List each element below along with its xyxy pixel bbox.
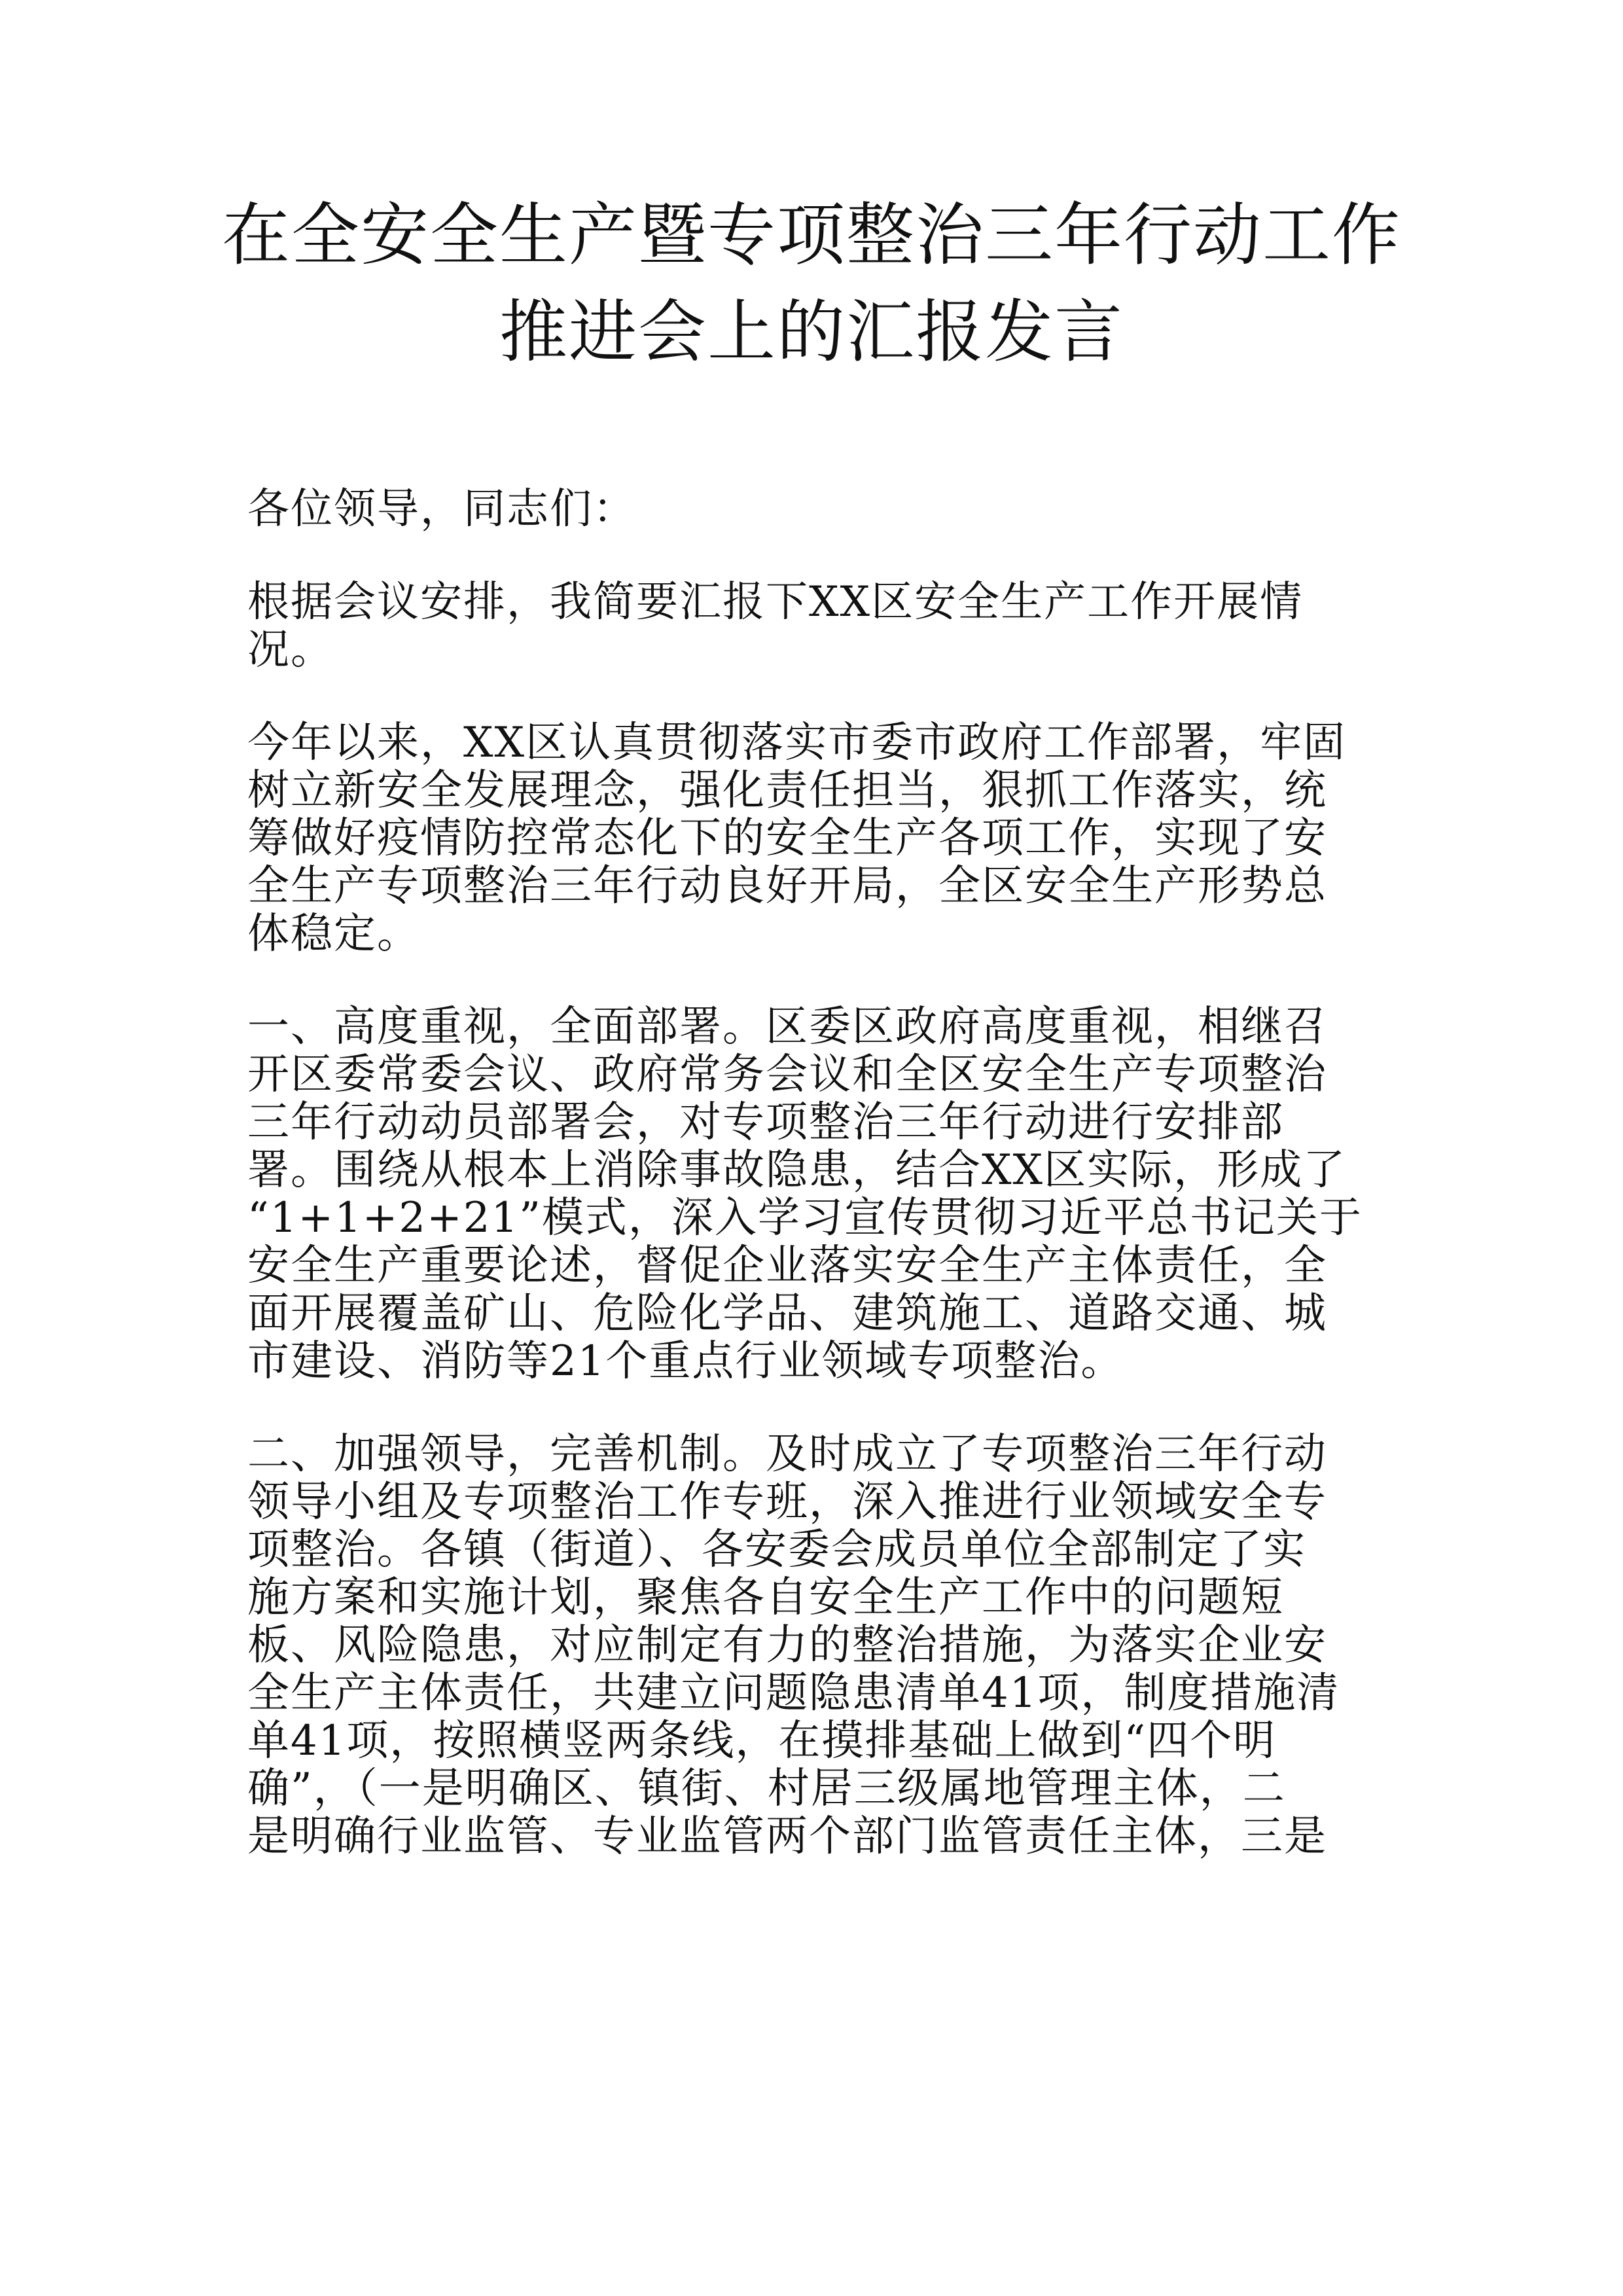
- text-line: 全生产主体责任，共建立问题隐患清单41项，制度措施清: [247, 1669, 1340, 1717]
- text-line: 各位领导，同志们：: [247, 485, 636, 533]
- paragraph-intro: [247, 579, 1347, 674]
- text-line: 筹做好疫情防控常态化下的安全生产各项工作，实现了安: [247, 814, 1327, 863]
- text-line: 今年以来，XX区认真贯彻落实市委市政府工作部署，牢固: [247, 719, 1347, 767]
- text-line: 单41项，按照横竖两条线，在摸排基础上做到“四个明: [247, 1717, 1277, 1765]
- text-line: 二、加强领导，完善机制。及时成立了专项整治三年行动: [247, 1430, 1327, 1479]
- text-line: 是明确行业监管、专业监管两个部门监管责任主体，三是: [247, 1812, 1327, 1861]
- text-line: 项整治。各镇（街道）、各安委会成员单位全部制定了实: [247, 1526, 1306, 1574]
- text-line: 面开展覆盖矿山、危险化学品、建筑施工、道路交通、城: [247, 1289, 1327, 1338]
- text-line: 板、风险隐患，对应制定有力的整治措施，为落实企业安: [247, 1621, 1327, 1670]
- text-line: 根据会议安排，我简要汇报下XX区安全生产工作开展情: [247, 578, 1304, 626]
- document-title: [0, 187, 1623, 380]
- text-line: 领导小组及专项整治工作专班，深入推进行业领域安全专: [247, 1478, 1327, 1526]
- text-line: 体稳定。: [247, 910, 420, 958]
- text-line: 树立新安全发展理念，强化责任担当，狠抓工作落实，统: [247, 766, 1327, 815]
- text-line: 开区委常委会议、政府常务会议和全区安全生产专项整治: [247, 1050, 1327, 1099]
- document-body: [247, 485, 1363, 1906]
- text-line: 一、高度重视，全面部署。区委区政府高度重视，相继召: [247, 1003, 1327, 1051]
- text-line: 市建设、消防等21个重点行业领域专项整治。: [247, 1337, 1124, 1386]
- text-line: “1+1+2+21”模式，深入学习宣传贯彻习近平总书记关于: [247, 1194, 1363, 1242]
- text-line: 全生产专项整治三年行动良好开局，全区安全生产形势总: [247, 862, 1327, 910]
- title-line: 在全安全生产暨专项整治三年行动工作: [221, 195, 1401, 275]
- text-line: 施方案和实施计划，聚焦各自安全生产工作中的问题短: [247, 1573, 1284, 1622]
- title-line: 推进会上的汇报发言: [499, 292, 1124, 372]
- text-line: 况。: [247, 626, 334, 674]
- paragraph-salutation: [247, 486, 1347, 533]
- text-line: 安全生产重要论述，督促企业落实安全生产主体责任，全: [247, 1242, 1327, 1290]
- text-line: 三年行动动员部署会，对专项整治三年行动进行安排部: [247, 1098, 1284, 1147]
- paragraph-section-one: [247, 1003, 1363, 1386]
- paragraph-section-two: [247, 1431, 1347, 1861]
- paragraph-overview: [247, 719, 1347, 958]
- text-line: 署。围绕从根本上消除事故隐患，结合XX区实际，形成了: [247, 1146, 1347, 1194]
- text-line: 确”，（一是明确区、镇街、村居三级属地管理主体，二: [247, 1765, 1286, 1813]
